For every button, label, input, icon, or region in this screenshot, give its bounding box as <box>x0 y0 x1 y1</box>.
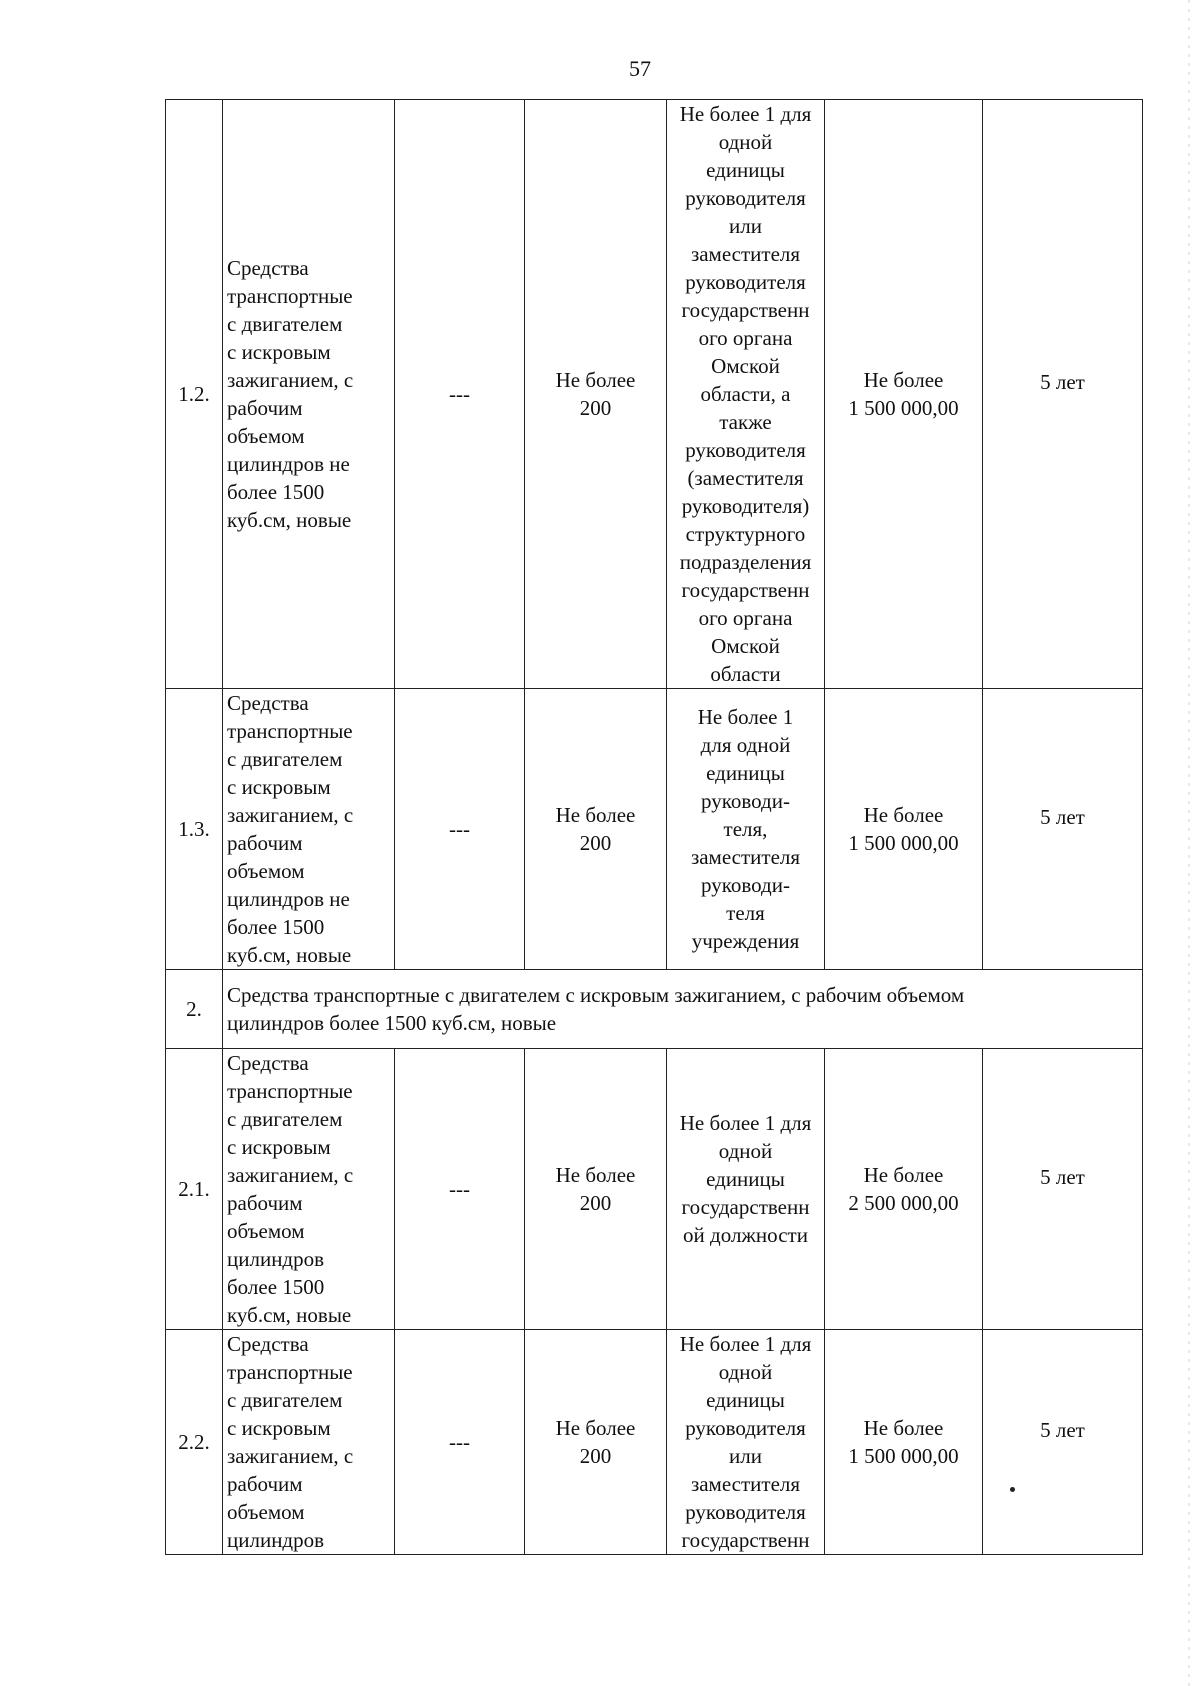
term-value: 5 лет <box>1040 805 1085 829</box>
quantity-cell <box>667 689 825 970</box>
quantity-value: Не более 1 для одной единицы государственн ой должности <box>679 1111 812 1247</box>
row-number: 2.2. <box>178 1430 210 1454</box>
row-number-cell <box>166 1049 223 1330</box>
power-value: Не более 200 <box>555 803 636 855</box>
vehicle-name: Средства транспортные с двигателем с искровым зажиганием, с рабочим объемом цилиндров более 1500 куб.см, новые <box>227 1051 354 1327</box>
price-value: Не более 1 500 000,00 <box>848 803 959 855</box>
row-number: 2. <box>186 997 202 1021</box>
code-cell <box>395 100 525 689</box>
term-cell <box>983 689 1143 970</box>
code-cell <box>395 1049 525 1330</box>
row-number: 1.3. <box>178 817 210 841</box>
code-value: --- <box>449 1177 470 1201</box>
term-value: 5 лет <box>1040 1165 1085 1189</box>
row-number-cell <box>166 689 223 970</box>
row-number: 1.2. <box>178 382 210 406</box>
price-value: Не более 1 500 000,00 <box>848 368 959 420</box>
quantity-cell <box>667 1330 825 1555</box>
power-cell <box>525 1330 667 1555</box>
power-value: Не более 200 <box>555 368 636 420</box>
vehicle-norms-table <box>165 99 1143 1555</box>
table-row <box>166 1330 1143 1555</box>
quantity-value: Не более 1 для одной единицы руководителя или заместителя руководителя государственн <box>679 1332 812 1552</box>
vehicle-name-cell <box>223 1330 395 1555</box>
term-value: 5 лет <box>1040 370 1085 394</box>
price-cell <box>825 1049 983 1330</box>
code-value: --- <box>449 382 470 406</box>
price-value: Не более 1 500 000,00 <box>848 1416 959 1468</box>
power-value: Не более 200 <box>555 1416 636 1468</box>
section-heading-cell <box>223 970 1143 1049</box>
price-cell <box>825 1330 983 1555</box>
quantity-value: Не более 1 для одной единицы руководителя или заместителя руководителя государственн ого органа Омской области, а также руководителя (заместителя руководителя) структурного подразделения государственн ого органа Омской области <box>679 102 812 686</box>
vehicle-name-cell <box>223 100 395 689</box>
row-number-cell <box>166 1330 223 1555</box>
term-cell <box>983 100 1143 689</box>
power-cell <box>525 100 667 689</box>
power-cell <box>525 1049 667 1330</box>
code-value: --- <box>449 1430 470 1454</box>
price-cell <box>825 689 983 970</box>
power-value: Не более 200 <box>555 1163 636 1215</box>
price-cell <box>825 100 983 689</box>
term-value: 5 лет <box>1040 1418 1085 1442</box>
section-heading-row <box>166 970 1143 1049</box>
scan-edge-artifact <box>1188 0 1190 1686</box>
quantity-cell <box>667 100 825 689</box>
price-value: Не более 2 500 000,00 <box>848 1163 959 1215</box>
section-heading: Средства транспортные с двигателем с искровым зажиганием, с рабочим объемом цилиндров более 1500 куб.см, новые <box>227 983 965 1035</box>
vehicle-name: Средства транспортные с двигателем с искровым зажиганием, с рабочим объемом цилиндров не более 1500 куб.см, новые <box>227 691 354 967</box>
row-number-cell <box>166 970 223 1049</box>
vehicle-name: Средства транспортные с двигателем с искровым зажиганием, с рабочим объемом цилиндров <box>227 1332 354 1552</box>
table-row <box>166 689 1143 970</box>
table-row <box>166 1049 1143 1330</box>
term-cell <box>983 1049 1143 1330</box>
table-row <box>166 100 1143 689</box>
quantity-cell <box>667 1049 825 1330</box>
code-cell <box>395 1330 525 1555</box>
page-number: 57 <box>629 56 651 81</box>
row-number: 2.1. <box>178 1177 210 1201</box>
power-cell <box>525 689 667 970</box>
row-number-cell <box>166 100 223 689</box>
code-cell <box>395 689 525 970</box>
quantity-value: Не более 1 для одной единицы руководи- теля, заместителя руководи- теля учреждения <box>690 705 801 953</box>
scan-dot-mark <box>1010 1487 1015 1492</box>
vehicle-name-cell <box>223 689 395 970</box>
vehicle-name: Средства транспортные с двигателем с искровым зажиганием, с рабочим объемом цилиндров не более 1500 куб.см, новые <box>227 256 354 532</box>
vehicle-name-cell <box>223 1049 395 1330</box>
term-cell <box>983 1330 1143 1555</box>
code-value: --- <box>449 817 470 841</box>
